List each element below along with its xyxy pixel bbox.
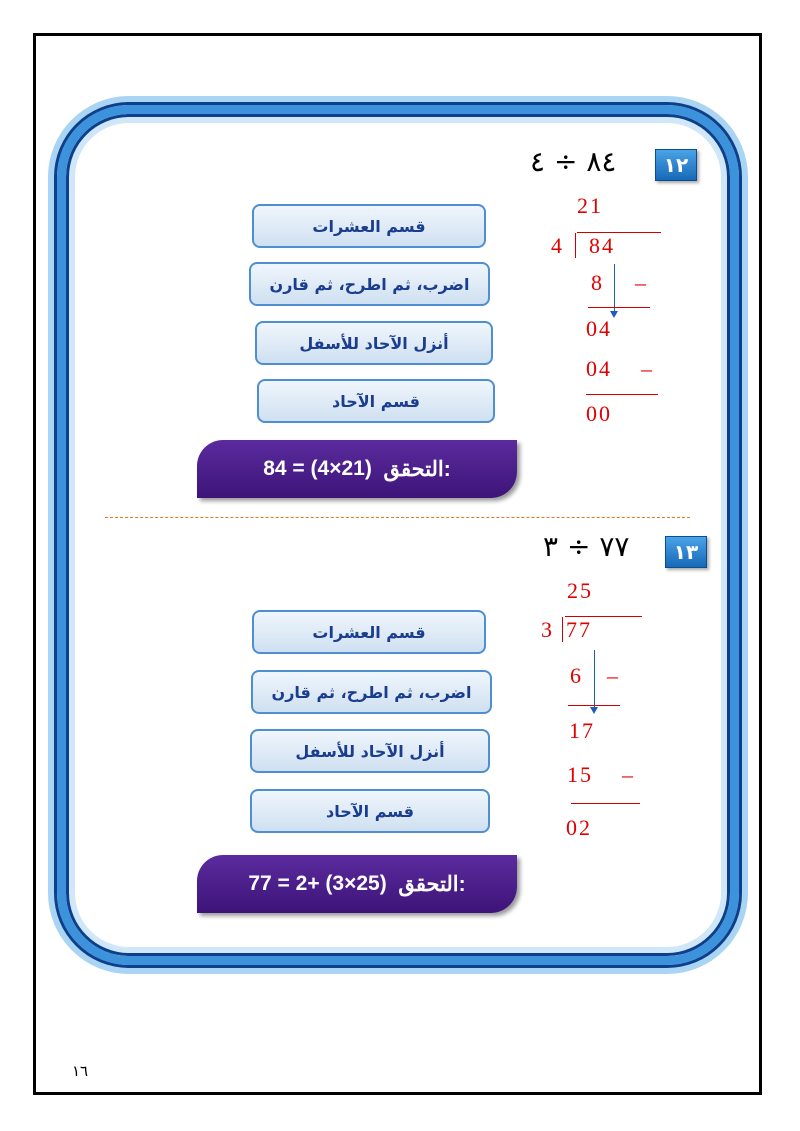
step-divide-tens: قسم العشرات bbox=[252, 610, 486, 654]
problem-number-badge: ١٢ bbox=[655, 149, 697, 181]
bring-down-arrow bbox=[614, 264, 615, 316]
minus-sign: – bbox=[635, 270, 648, 295]
step-divide-ones: قسم الآحاد bbox=[250, 789, 490, 833]
subtraction-line bbox=[571, 803, 640, 804]
problem-number-badge: ١٣ bbox=[665, 536, 707, 568]
minus-sign: – bbox=[607, 663, 620, 688]
divisor: 3 bbox=[541, 617, 554, 642]
step-divide-ones: قسم الآحاد bbox=[257, 379, 495, 423]
product-2: 15 bbox=[567, 762, 593, 787]
check-expression: 77 = 2+ (3×25) bbox=[248, 872, 387, 895]
minus-sign: – bbox=[641, 356, 654, 381]
bring-down-result: 17 bbox=[569, 718, 595, 743]
check-banner bbox=[197, 440, 517, 498]
dividend: 84 bbox=[589, 233, 615, 258]
problem-expression: ٨٤ ÷ ٤ bbox=[530, 145, 617, 178]
product-2: 04 bbox=[586, 356, 612, 381]
dividend: 77 bbox=[566, 617, 592, 642]
quotient: 21 bbox=[577, 193, 603, 218]
product-1: 6 bbox=[570, 663, 583, 688]
divisor: 4 bbox=[551, 233, 564, 258]
product-1: 8 bbox=[591, 270, 604, 295]
subtraction-line bbox=[586, 394, 658, 395]
division-bracket bbox=[575, 233, 576, 258]
check-expression: 84 = (4×21) bbox=[263, 457, 372, 480]
subtraction-line bbox=[568, 705, 620, 706]
subtraction-line bbox=[588, 307, 650, 308]
step-bring-down-ones: أنزل الآحاد للأسفل bbox=[250, 729, 490, 773]
problem-expression: ٧٧ ÷ ٣ bbox=[543, 530, 630, 563]
check-banner bbox=[197, 855, 517, 913]
step-multiply-subtract-compare: اضرب، ثم اطرح، ثم قارن bbox=[251, 670, 492, 714]
remainder: 00 bbox=[586, 401, 612, 426]
step-bring-down-ones: أنزل الآحاد للأسفل bbox=[255, 321, 493, 365]
quotient: 25 bbox=[567, 578, 593, 603]
bring-down-arrow bbox=[594, 650, 595, 712]
division-bracket bbox=[562, 617, 563, 642]
remainder: 02 bbox=[566, 815, 592, 840]
step-divide-tens: قسم العشرات bbox=[252, 204, 486, 248]
bring-down-result: 04 bbox=[586, 316, 612, 341]
check-label: التحقق: bbox=[383, 457, 451, 481]
section-divider bbox=[105, 517, 690, 518]
page-number: ١٦ bbox=[72, 1062, 89, 1080]
minus-sign: – bbox=[622, 762, 635, 787]
check-label: التحقق: bbox=[398, 872, 466, 896]
step-multiply-subtract-compare: اضرب، ثم اطرح، ثم قارن bbox=[249, 262, 490, 306]
